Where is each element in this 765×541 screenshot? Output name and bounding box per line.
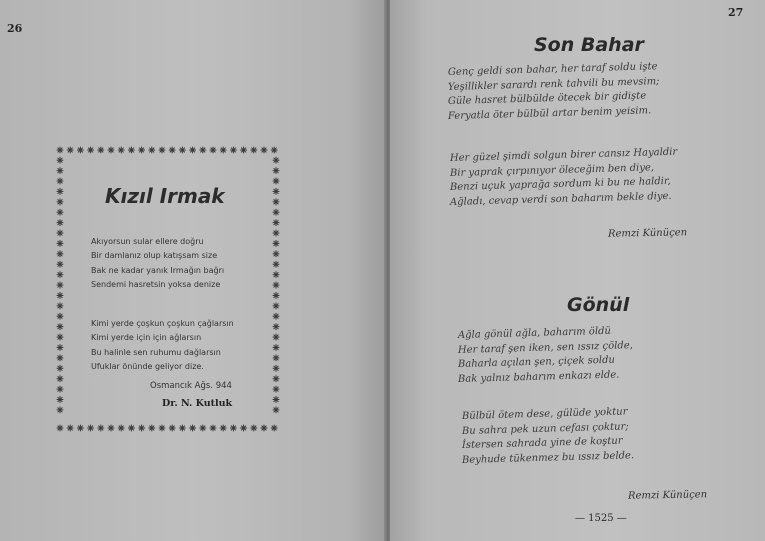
border-star	[57, 292, 64, 299]
border-star	[67, 147, 74, 154]
verse-line: Baharla açılan şen, çiçek soldu	[457, 354, 616, 371]
border-star	[273, 250, 280, 257]
verse-line: İstersen sahrada yine de koştur	[461, 435, 623, 452]
border-star	[57, 271, 64, 278]
border-star	[57, 198, 64, 205]
border-star	[230, 425, 237, 432]
verse-line: Bülbül ötem dese, gülüde yoktur	[461, 406, 628, 422]
border-star	[57, 375, 64, 382]
border-star	[57, 386, 64, 393]
verse-line: Her güzel şimdi solgun birer cansız Hayaldir	[449, 146, 678, 164]
border-star	[273, 209, 280, 216]
border-star	[57, 323, 64, 330]
border-star	[179, 425, 186, 432]
verse-line: Güle hasret bülbülde ötecek bir gidişte	[447, 90, 647, 108]
right-page	[390, 0, 765, 541]
verse-line: Kimi yerde için için ağlarsın	[91, 333, 202, 343]
border-star	[273, 302, 280, 309]
border-star	[57, 302, 64, 309]
verse-line: Beyhude tükenmez bu ıssız belde.	[461, 449, 635, 466]
border-star	[273, 230, 280, 237]
gonul-author: Remzi Künüçen	[627, 489, 708, 502]
border-star	[128, 425, 135, 432]
border-star	[220, 425, 227, 432]
border-star	[273, 219, 280, 226]
border-star	[261, 147, 268, 154]
border-star	[273, 344, 280, 351]
border-star	[189, 425, 196, 432]
border-star	[271, 425, 278, 432]
verse-line: Bak ne kadar yanık Irmağın bağrı	[91, 265, 225, 275]
border-star	[261, 425, 268, 432]
border-star	[250, 425, 257, 432]
border-star	[57, 209, 64, 216]
verse-line: Ağla gönül ağla, baharım öldü	[457, 325, 612, 341]
border-star	[108, 425, 115, 432]
border-star	[97, 147, 104, 154]
border-star	[57, 261, 64, 268]
verse-line: Kimi yerde çoşkun çoşkun çağlarsın	[91, 319, 234, 328]
border-star	[57, 396, 64, 403]
border-star	[240, 147, 247, 154]
place-date: Osmancık Ağs. 944	[150, 381, 232, 391]
folio-number: — 1525 —	[575, 513, 627, 524]
border-star	[273, 313, 280, 320]
poem-author: Dr. N. Kutluk	[162, 398, 233, 409]
border-star	[273, 396, 280, 403]
border-star	[240, 425, 247, 432]
gonul-stanza-1	[457, 325, 634, 387]
border-star	[57, 250, 64, 257]
verse-line: Bir yaprak çırpınıyor öleceğim ben diye,	[449, 161, 655, 179]
border-star	[179, 147, 186, 154]
border-star	[57, 282, 64, 289]
border-star	[108, 147, 115, 154]
border-star	[273, 292, 280, 299]
border-star	[159, 147, 166, 154]
poem-title-gonul: Gönül	[567, 294, 630, 316]
verse-line: Yeşillikler sarardı renk tahvili bu mevsim;	[447, 75, 660, 93]
verse-line: Akıyorsun sular ellere doğru	[91, 237, 204, 246]
border-star	[273, 157, 280, 164]
border-star	[57, 167, 64, 174]
verse-line: Genç geldi son bahar, her taraf soldu işte	[447, 61, 658, 78]
border-star	[220, 147, 227, 154]
verse-line: Sendemi hasretsin yoksa denize	[91, 279, 221, 289]
border-star	[87, 147, 94, 154]
verse-line: Bu halinle sen ruhumu dağlarsın	[91, 347, 221, 357]
border-star	[57, 157, 64, 164]
poem-title-son-bahar: Son Bahar	[534, 34, 644, 56]
right-page-number: 27	[728, 6, 744, 19]
border-star	[57, 334, 64, 341]
son-bahar-author: Remzi Künüçen	[607, 227, 688, 240]
border-star	[169, 425, 176, 432]
border-star	[77, 425, 84, 432]
border-star	[138, 425, 145, 432]
verse-line: Ağladı, cevap verdi son baharım bekle diye.	[449, 190, 672, 208]
border-star	[57, 219, 64, 226]
border-star	[169, 147, 176, 154]
verse-line: Her taraf şen iken, sen ıssız çölde,	[457, 339, 634, 356]
border-star	[57, 240, 64, 247]
border-star	[273, 334, 280, 341]
border-star	[57, 425, 64, 432]
border-star	[210, 147, 217, 154]
verse-line: Feryatla öter bülbül artar benim yeisim.	[447, 105, 652, 122]
verse-line: Bu sahra pek uzun cefası çoktur;	[461, 420, 629, 437]
border-star	[273, 261, 280, 268]
border-star	[159, 425, 166, 432]
border-star	[118, 147, 125, 154]
border-star	[77, 147, 84, 154]
border-star	[273, 167, 280, 174]
border-star	[57, 344, 64, 351]
border-star	[273, 406, 280, 413]
border-star	[148, 425, 155, 432]
gonul-stanza-2	[461, 406, 635, 468]
stanza-1	[91, 235, 271, 292]
border-star	[210, 425, 217, 432]
border-star	[138, 147, 145, 154]
border-star	[128, 147, 135, 154]
verse-line: Bak yalnız baharım enkazı elde.	[457, 369, 620, 385]
border-star	[57, 178, 64, 185]
border-star	[273, 188, 280, 195]
son-bahar-stanza-1	[447, 61, 660, 124]
border-star	[87, 425, 94, 432]
son-bahar-stanza-2	[449, 146, 678, 210]
border-star	[271, 147, 278, 154]
border-star	[273, 323, 280, 330]
border-star	[189, 147, 196, 154]
verse-line: Bir damlanız olup katışsam size	[91, 251, 218, 261]
border-star	[57, 230, 64, 237]
verse-line: Ufuklar önünde geliyor dize.	[91, 361, 204, 371]
border-star	[273, 178, 280, 185]
border-star	[199, 147, 206, 154]
border-star	[250, 147, 257, 154]
verse-line: Benzi uçuk yaprağa sordum ki bu ne haldir,	[449, 176, 671, 194]
stanza-2	[91, 317, 271, 374]
border-star	[57, 147, 64, 154]
border-star	[57, 188, 64, 195]
border-star	[273, 354, 280, 361]
border-star	[97, 425, 104, 432]
border-star	[57, 365, 64, 372]
border-star	[273, 282, 280, 289]
border-star	[273, 271, 280, 278]
border-star	[57, 406, 64, 413]
border-star	[67, 425, 74, 432]
border-star	[273, 375, 280, 382]
ornamental-frame	[55, 145, 281, 433]
poem-title-kizil-irmak: Kızıl Irmak	[105, 184, 225, 208]
border-star	[148, 147, 155, 154]
border-star	[199, 425, 206, 432]
border-star	[57, 313, 64, 320]
border-star	[273, 240, 280, 247]
border-star	[273, 198, 280, 205]
border-star	[230, 147, 237, 154]
left-page-number: 26	[7, 22, 23, 35]
border-star	[118, 425, 125, 432]
border-star	[57, 354, 64, 361]
border-star	[273, 365, 280, 372]
border-star	[273, 386, 280, 393]
